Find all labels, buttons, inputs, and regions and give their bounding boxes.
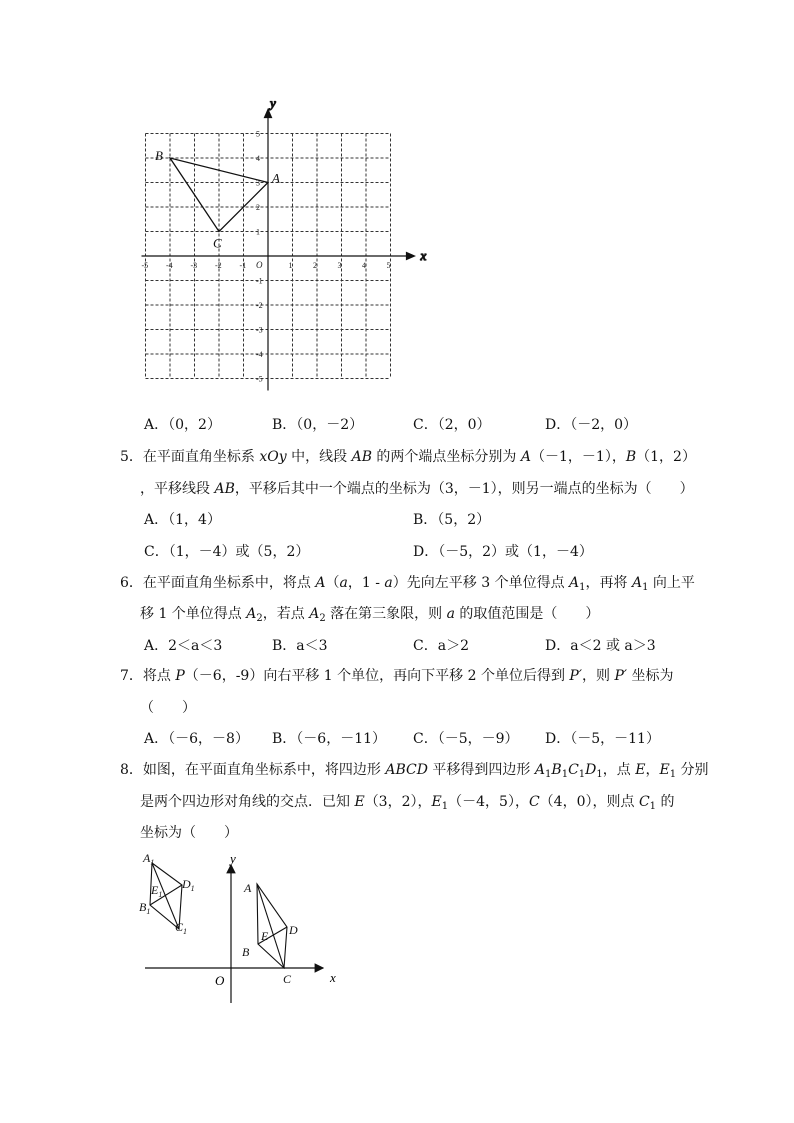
text: （ ）: [140, 700, 196, 716]
q7-option-c[interactable]: [413, 728, 519, 748]
option-letter: D．: [545, 638, 571, 654]
subscript: 1: [441, 801, 449, 812]
axes: [142, 96, 427, 391]
q5-option-d[interactable]: [413, 541, 593, 561]
origin-label: O: [256, 260, 263, 270]
math-var: A: [246, 606, 257, 622]
y-tick-label: -2: [256, 301, 263, 310]
text: 向上平: [648, 575, 695, 591]
subscript: 1: [545, 769, 552, 780]
q6-stem-line2: [140, 603, 599, 624]
option-text: a＜2 或 a＞3: [570, 638, 656, 654]
option-text: 2＜a＜3: [168, 638, 223, 654]
text: 平移得到四边形: [427, 762, 535, 778]
option-letter: A．: [144, 512, 169, 528]
math-var: A: [534, 762, 546, 778]
text: 的两个端点坐标分别为: [371, 449, 521, 465]
label-a: A: [244, 881, 252, 895]
q6-option-d[interactable]: [545, 635, 656, 655]
q5-option-c[interactable]: [144, 541, 309, 561]
text: 的: [656, 794, 675, 810]
q6-option-c[interactable]: [413, 635, 469, 655]
q4-option-c[interactable]: [413, 414, 491, 434]
y-tick-label: 5: [256, 129, 260, 139]
label-d: D: [289, 923, 298, 937]
option-text: （－2，0）: [570, 417, 638, 433]
x-tick-label: 4: [362, 261, 366, 270]
math-var: P: [175, 668, 185, 684]
q8-stem-line1: [120, 759, 709, 780]
option-text: （1，－4）或（5，2）: [168, 544, 310, 560]
option-letter: B．: [272, 731, 297, 747]
text: 是两个四边形对角线的交点．已知: [140, 794, 355, 810]
option-text: （0，2）: [168, 417, 221, 433]
option-letter: C．: [413, 731, 438, 747]
math-var: B: [551, 762, 562, 778]
label-e1: $E_1$: [151, 883, 163, 899]
text: 将点: [142, 668, 176, 684]
math-var: a: [339, 575, 348, 591]
origin-label: O: [215, 973, 225, 988]
math-var: a: [384, 575, 393, 591]
option-text: （－5，2）或（1，－4）: [438, 544, 593, 560]
q5-stem-line1: [120, 446, 696, 466]
y-tick-label: 3: [256, 178, 260, 188]
q8-stem-line2: [140, 791, 674, 812]
subscript: 2: [319, 613, 326, 624]
x-tick-label: 2: [313, 261, 317, 270]
text: ，再将: [585, 575, 632, 591]
translation-figure: [135, 845, 355, 1010]
q6-option-b[interactable]: [272, 635, 328, 655]
x-arrow: [407, 253, 415, 260]
text: 中，线段: [286, 449, 352, 465]
math-var: P′: [569, 668, 583, 684]
point-label-c: C: [213, 235, 222, 251]
y-arrow: [265, 110, 272, 118]
option-letter: B．: [272, 417, 297, 433]
text: （1，2）: [636, 449, 696, 465]
text: ，平移后其中一个端点的坐标为（3，－1），则另一端点的坐标为（ ）: [234, 481, 694, 497]
y-axis-label: y: [270, 95, 276, 111]
q7-option-b[interactable]: [272, 728, 386, 748]
option-letter: A．: [144, 417, 169, 433]
label-b: B: [242, 945, 250, 959]
subscript: 2: [256, 613, 263, 624]
question-number: 5．: [120, 449, 143, 465]
question-number: 6．: [120, 575, 143, 591]
quad-abcd: [257, 884, 287, 968]
option-letter: B．: [272, 638, 297, 654]
math-var: C: [568, 762, 579, 778]
math-var: a: [446, 606, 455, 622]
x-tick-label: -4: [166, 261, 173, 270]
q7-option-a[interactable]: [144, 728, 249, 748]
x-tick-label: 3: [337, 261, 342, 270]
text: 落在第三象限，则: [325, 606, 447, 622]
label-a1: $A_1$: [143, 851, 155, 867]
subscript: 1: [579, 582, 586, 593]
option-letter: C．: [413, 638, 438, 654]
x-tick-label: 1: [288, 261, 293, 270]
math-var: P′: [614, 668, 628, 684]
text: 如图，在平面直角坐标系中，将四边形: [142, 762, 386, 778]
math-var: E: [354, 794, 365, 810]
option-text: a＜3: [296, 638, 328, 654]
option-text: （1，4）: [168, 512, 221, 528]
y-tick-label: 4: [256, 154, 260, 163]
text: 在平面直角坐标系中，将点: [142, 575, 316, 591]
text: ，1 -: [347, 575, 385, 591]
math-var: E: [635, 762, 646, 778]
y-tick-label: -4: [256, 350, 263, 359]
y-tick-label: -1: [256, 276, 263, 286]
text: 移 1 个单位得点: [140, 606, 247, 622]
math-var: C: [638, 794, 650, 810]
x-tick-label: -2: [215, 261, 222, 270]
option-text: （－5，－9）: [437, 731, 519, 747]
math-var: E: [431, 794, 442, 810]
text: （－6，-9）向右平移 1 个单位，再向下平移 2 个单位后得到: [184, 668, 570, 684]
question-number: 8．: [120, 762, 143, 778]
math-var: E: [659, 762, 670, 778]
y-tick-label: 2: [256, 203, 260, 212]
q4-option-b[interactable]: [272, 414, 363, 434]
math-var: D: [585, 762, 597, 778]
q5-option-a[interactable]: [144, 509, 221, 529]
q5-option-b[interactable]: [413, 509, 490, 529]
option-letter: D．: [545, 731, 571, 747]
text: ，平移线段: [140, 481, 215, 497]
x-tick-label: -5: [141, 261, 149, 270]
math-var: A: [520, 449, 532, 465]
subscript: 1: [649, 801, 657, 812]
text: 坐标为: [627, 668, 674, 684]
subscript: 1: [578, 769, 586, 780]
option-letter: A．: [144, 731, 169, 747]
q6-option-a[interactable]: [144, 635, 222, 655]
coordinate-grid-figure: [130, 95, 430, 405]
q7-stem-line1: [120, 665, 674, 685]
label-c: C: [283, 972, 292, 986]
q5-stem-line2: [140, 478, 694, 498]
x-axis-label: x: [420, 248, 427, 263]
text: （4，0），则点: [539, 794, 639, 810]
option-text: （－6，－8）: [168, 731, 249, 747]
math-var: A: [309, 606, 320, 622]
math-var: A: [569, 575, 580, 591]
y-axis-label: y: [230, 851, 236, 866]
math-var: A: [315, 575, 326, 591]
option-text: （－5，－11）: [570, 731, 660, 747]
q6-stem-line1: [120, 572, 695, 593]
text: 在平面直角坐标系: [142, 449, 260, 465]
text: （－4，5），: [448, 794, 529, 810]
q7-stem-line2: [140, 697, 196, 717]
text: ）先向左平移 3 个单位得点: [392, 575, 570, 591]
math-var: AB: [214, 481, 235, 497]
math-var: B: [625, 449, 637, 465]
label-c1: $C_1$: [175, 920, 188, 936]
math-var: C: [528, 794, 540, 810]
y-tick-label: -3: [256, 325, 263, 335]
text: 的取值范围是（ ）: [454, 606, 600, 622]
text: ，则: [582, 668, 615, 684]
subscript: 1: [596, 769, 603, 780]
option-text: （2，0）: [437, 417, 491, 433]
option-text: a＞2: [437, 638, 469, 654]
x-tick-label: -3: [190, 261, 198, 270]
text: ，若点: [262, 606, 310, 622]
q4-option-d[interactable]: [545, 414, 637, 434]
math-var: xOy: [259, 449, 287, 465]
y-tick-label: 1: [256, 227, 260, 237]
subscript: 1: [669, 769, 677, 780]
label-e: E: [261, 929, 269, 943]
label-d1: $D_1$: [182, 877, 195, 893]
math-var: A: [631, 575, 643, 591]
subscript: 1: [642, 582, 649, 593]
x-tick-label: -1: [239, 261, 247, 270]
option-letter: A．: [144, 638, 169, 654]
x-tick-label: 5: [386, 261, 391, 270]
subscript: 1: [561, 769, 569, 780]
option-letter: D．: [545, 417, 571, 433]
y-tick-label: -5: [256, 374, 263, 384]
text: （: [325, 575, 340, 591]
point-label-a: A: [272, 170, 280, 186]
text: ，点: [602, 762, 636, 778]
q8-stem-line3: [140, 822, 238, 842]
option-text: （5，2）: [437, 512, 491, 528]
text: 坐标为（ ）: [140, 825, 238, 841]
q7-option-d[interactable]: [545, 728, 660, 748]
q4-option-a[interactable]: [144, 414, 221, 434]
text: 分别: [676, 762, 709, 778]
question-number: 7．: [120, 668, 143, 684]
math-var: AB: [351, 449, 372, 465]
option-letter: C．: [144, 544, 169, 560]
option-letter: C．: [413, 417, 438, 433]
label-b1: $B_1$: [139, 900, 151, 916]
option-letter: B．: [413, 512, 438, 528]
x-axis-label: x: [330, 970, 336, 985]
option-text: （0，－2）: [296, 417, 364, 433]
text: （3，2），: [364, 794, 432, 810]
option-letter: D．: [413, 544, 439, 560]
text: （－1，－1），: [531, 449, 626, 465]
text: ，: [645, 762, 660, 778]
point-label-b: B: [155, 148, 163, 163]
math-var: ABCD: [385, 762, 428, 778]
option-text: （－6，－11）: [296, 731, 387, 747]
